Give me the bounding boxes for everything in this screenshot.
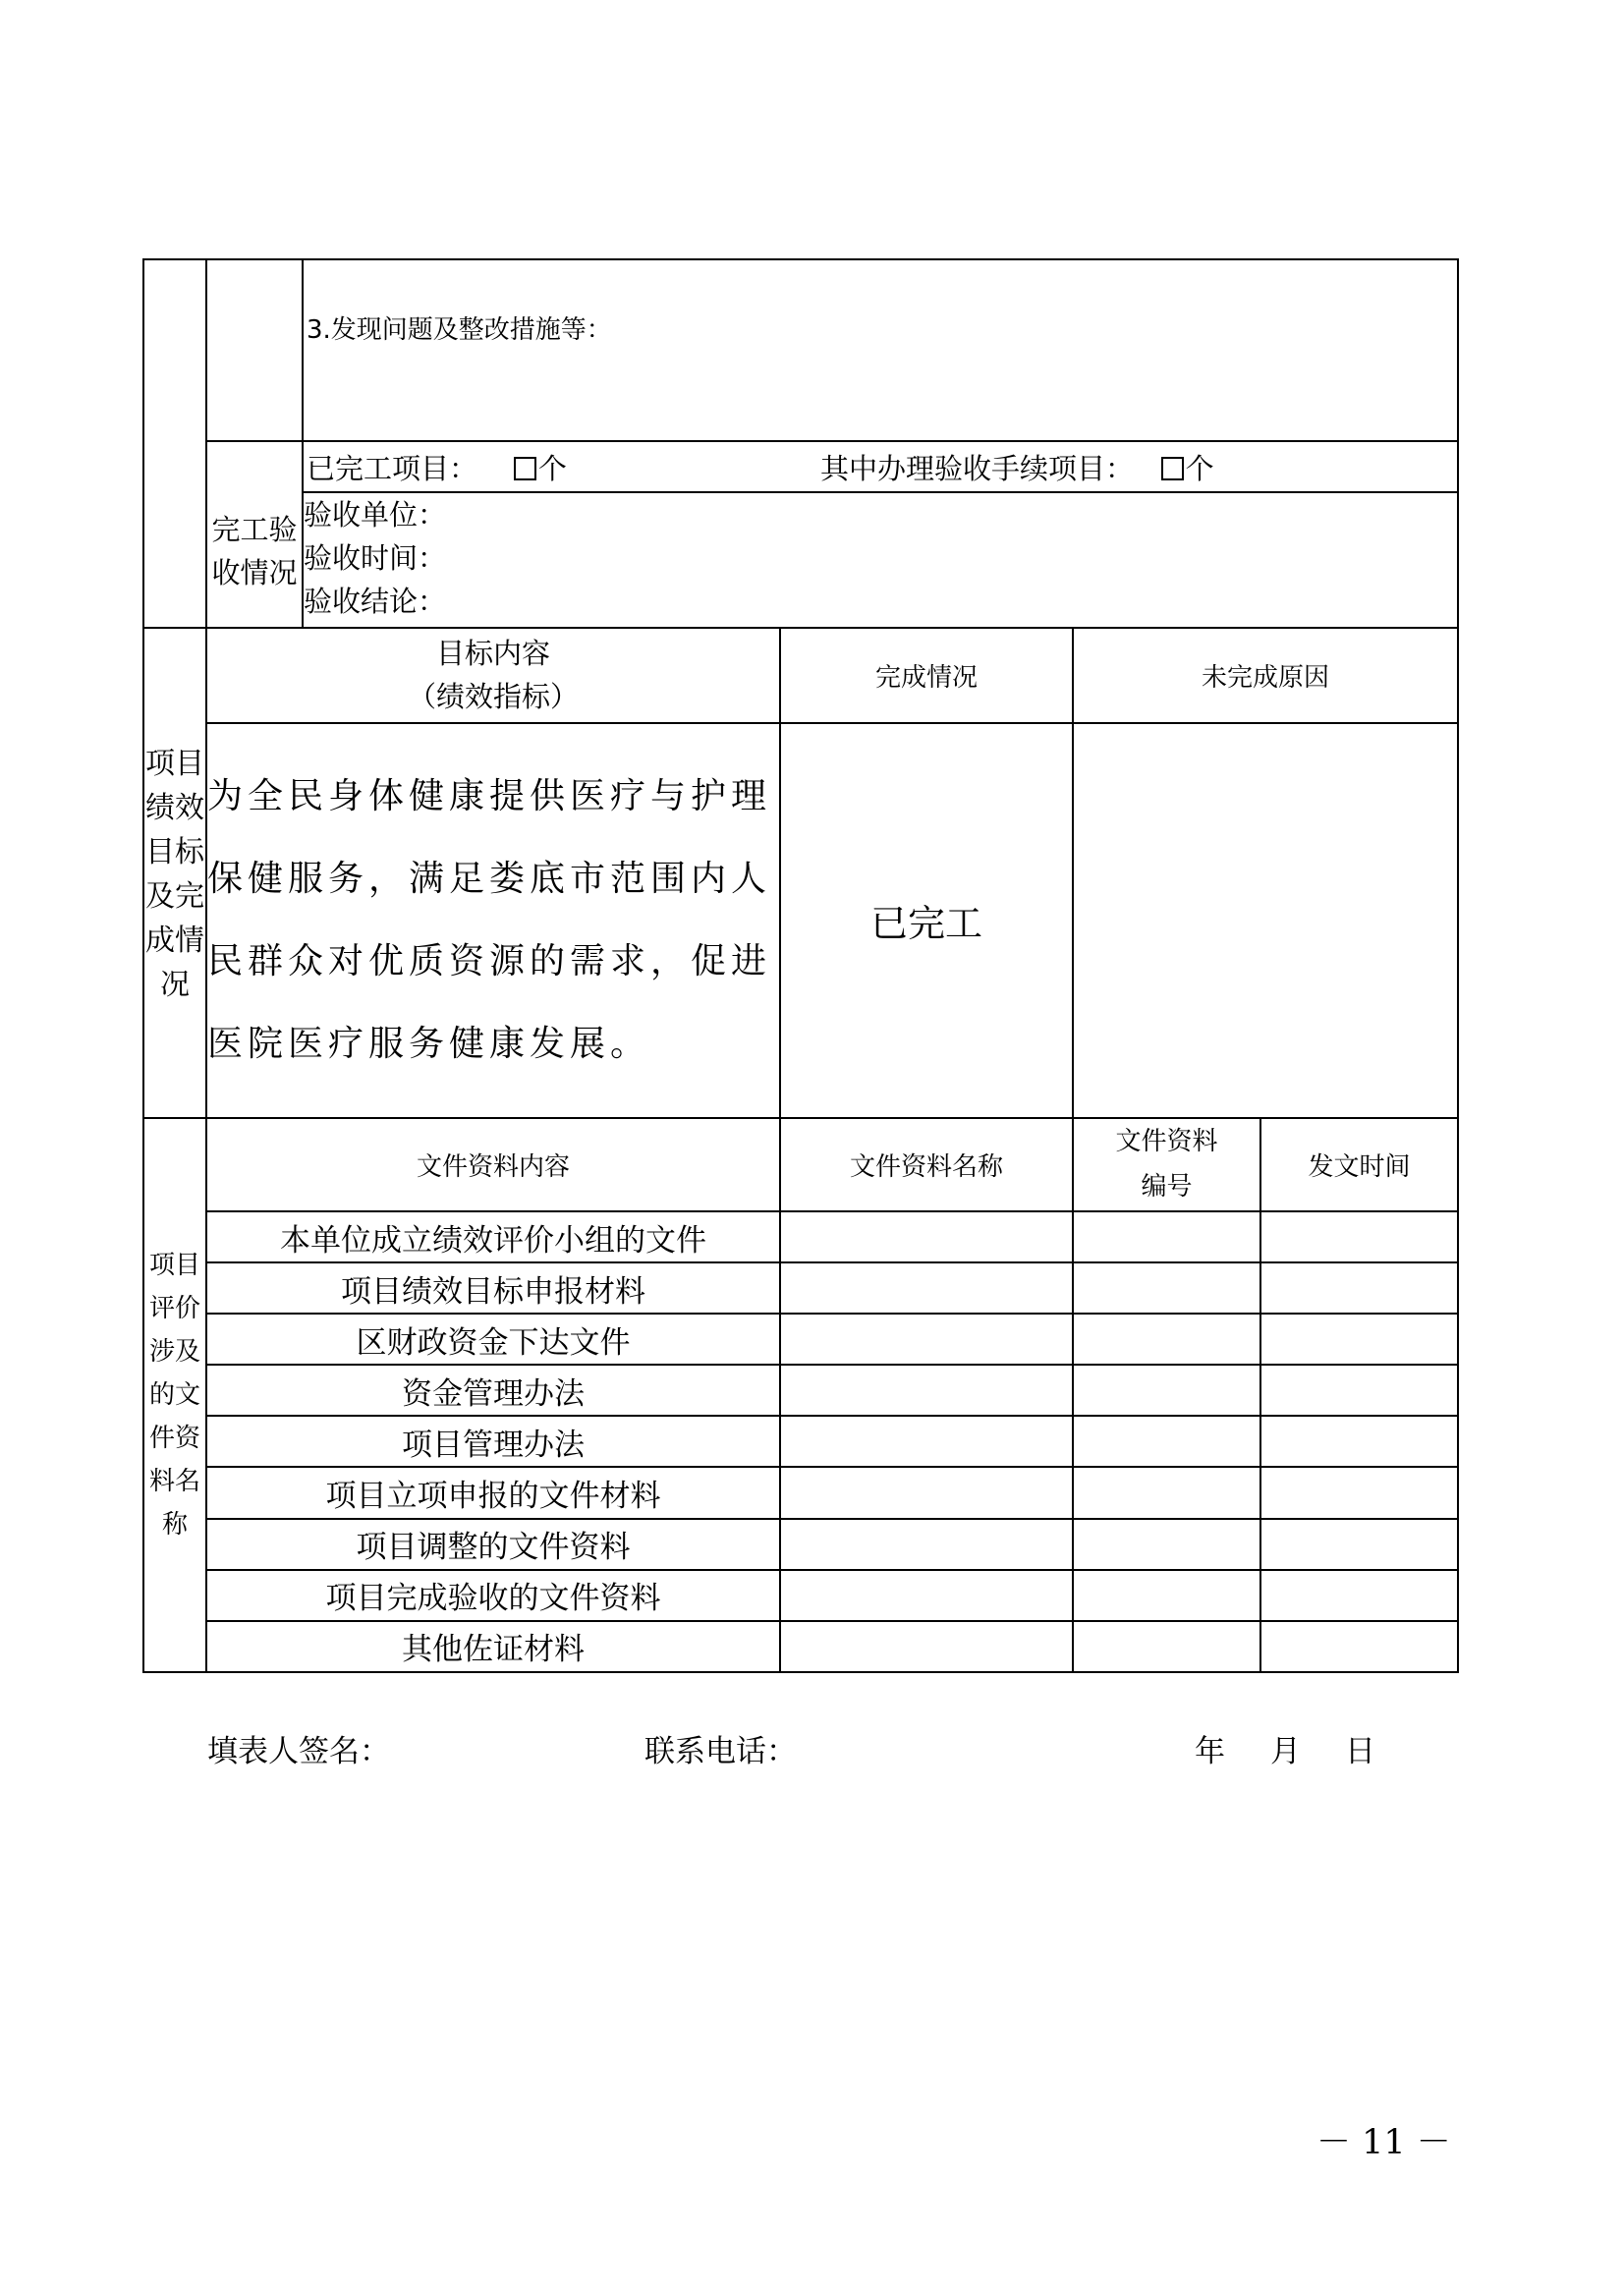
doc-content-cell: 本单位成立绩效评价小组的文件 (206, 1211, 780, 1262)
completed-unit: 个 (537, 451, 567, 485)
completed-count-row (143, 441, 1458, 492)
month-label: 月 (1270, 1734, 1301, 1769)
doc-content-column-header: 文件资料内容 (206, 1118, 780, 1211)
doc-name-cell[interactable] (780, 1519, 1073, 1570)
doc-number-column-header: 文件资料编号 (1073, 1118, 1260, 1211)
completed-count-cell (303, 441, 1458, 492)
doc-content-cell: 项目管理办法 (206, 1416, 780, 1467)
table-row (143, 1262, 1458, 1314)
doc-number-cell[interactable] (1073, 1519, 1260, 1570)
performance-section-label: 项目绩效目标及完成情况 (143, 628, 206, 1118)
reason-value[interactable] (1073, 723, 1458, 1118)
table-row (143, 1416, 1458, 1467)
accepted-label: 其中办理验收手续项目： (820, 451, 1135, 485)
performance-header-row (143, 628, 1458, 723)
phone-label: 联系电话： (644, 1734, 797, 1769)
doc-number-cell[interactable] (1073, 1570, 1260, 1621)
doc-name-cell[interactable] (780, 1365, 1073, 1416)
doc-content-cell: 项目绩效目标申报材料 (206, 1262, 780, 1314)
doc-name-column-header: 文件资料名称 (780, 1118, 1073, 1211)
table-row (143, 1570, 1458, 1621)
accepted-count-box[interactable] (1161, 457, 1184, 480)
doc-name-cell[interactable] (780, 1314, 1073, 1365)
target-content: 为全民身体健康提供医疗与护理保健服务，满足娄底市范围内人民群众对优质资源的需求，促进医院医疗服务健康发展。 (206, 723, 780, 1118)
completed-label: 已完工项目： (307, 451, 478, 485)
completed-count-box[interactable] (514, 457, 536, 480)
acceptance-cell (303, 492, 1458, 627)
doc-number-cell[interactable] (1073, 1365, 1260, 1416)
doc-content-cell: 资金管理办法 (206, 1365, 780, 1416)
issues-field[interactable] (303, 259, 1458, 441)
doc-date-cell[interactable] (1260, 1519, 1458, 1570)
doc-date-column-header: 发文时间 (1260, 1118, 1458, 1211)
issues-row (143, 259, 1458, 441)
doc-number-cell[interactable] (1073, 1211, 1260, 1262)
evaluation-form-table (142, 258, 1459, 1673)
left-blank-cell (143, 259, 206, 628)
status-column-header: 完成情况 (780, 628, 1073, 723)
doc-number-cell[interactable] (1073, 1467, 1260, 1518)
doc-content-cell: 项目立项申报的文件材料 (206, 1467, 780, 1518)
doc-name-cell[interactable] (780, 1416, 1073, 1467)
documents-section-label: 项目评价涉及的文件资料名称 (143, 1118, 206, 1672)
table-row (143, 1211, 1458, 1262)
doc-number-cell[interactable] (1073, 1314, 1260, 1365)
doc-name-cell[interactable] (780, 1621, 1073, 1672)
doc-content-cell: 项目完成验收的文件资料 (206, 1570, 780, 1621)
doc-content-cell: 其他佐证材料 (206, 1621, 780, 1672)
doc-name-cell[interactable] (780, 1262, 1073, 1314)
table-row (143, 1314, 1458, 1365)
table-row (143, 1365, 1458, 1416)
doc-content-cell: 项目调整的文件资料 (206, 1519, 780, 1570)
day-label: 日 (1345, 1734, 1375, 1769)
doc-date-cell[interactable] (1260, 1416, 1458, 1467)
status-value: 已完工 (780, 723, 1073, 1118)
signer-label: 填表人签名： (207, 1734, 390, 1769)
issues-label: 3.发现问题及整改措施等： (307, 315, 612, 345)
target-header-line1: 目标内容 (435, 637, 550, 671)
doc-number-cell[interactable] (1073, 1416, 1260, 1467)
table-row (143, 1621, 1458, 1672)
performance-content-row (143, 723, 1458, 1118)
doc-date-cell[interactable] (1260, 1570, 1458, 1621)
acceptance-conclusion-label: 验收结论： (304, 585, 447, 619)
page-number: － 11 － (1316, 2123, 1451, 2162)
reason-column-header: 未完成原因 (1073, 628, 1458, 723)
doc-date-cell[interactable] (1260, 1262, 1458, 1314)
documents-header-row (143, 1118, 1458, 1211)
acceptance-time-label: 验收时间： (304, 541, 447, 576)
target-header-line2: （绩效指标） (407, 680, 579, 714)
acceptance-unit-label: 验收单位： (304, 498, 447, 532)
completion-section-label: 完工验收情况 (206, 441, 303, 627)
doc-name-cell[interactable] (780, 1211, 1073, 1262)
doc-date-cell[interactable] (1260, 1365, 1458, 1416)
table-row (143, 1519, 1458, 1570)
doc-date-cell[interactable] (1260, 1211, 1458, 1262)
doc-date-cell[interactable] (1260, 1621, 1458, 1672)
doc-name-cell[interactable] (780, 1467, 1073, 1518)
year-label: 年 (1195, 1734, 1225, 1769)
target-column-header (206, 628, 780, 723)
issues-label-blank-cell (206, 259, 303, 441)
doc-number-cell[interactable] (1073, 1262, 1260, 1314)
doc-content-cell: 区财政资金下达文件 (206, 1314, 780, 1365)
doc-name-cell[interactable] (780, 1570, 1073, 1621)
acceptance-row (143, 492, 1458, 627)
table-row (143, 1467, 1458, 1518)
doc-date-cell[interactable] (1260, 1467, 1458, 1518)
doc-date-cell[interactable] (1260, 1314, 1458, 1365)
accepted-unit: 个 (1185, 451, 1214, 485)
doc-number-cell[interactable] (1073, 1621, 1260, 1672)
